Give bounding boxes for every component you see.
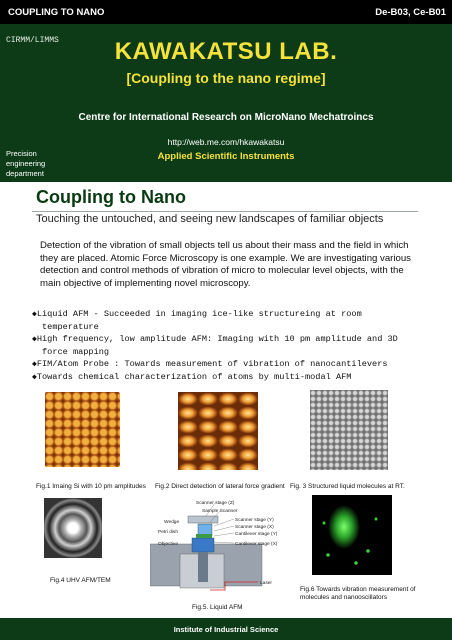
fig2-caption: Fig.2 Direct detection of lateral force gradient	[155, 483, 285, 490]
footer-bar	[0, 618, 452, 640]
dept-line: department	[6, 169, 44, 178]
label-petri-dish: Petri dish	[158, 530, 178, 535]
label-wedge: Wedge	[164, 520, 180, 525]
section-tagline: Touching the untouched, and seeing new landscapes of familiar objects	[36, 213, 384, 225]
label-objective: Objective	[158, 542, 178, 547]
fig6-fluorescence-image	[312, 495, 392, 575]
lab-url-link[interactable]: http://web.me.com/hkawakatsu	[167, 137, 285, 147]
fig6-caption: Fig.6 Towards vibration measurement of molecules and nanooscillators	[300, 586, 416, 601]
bullet-item: ◆ Towards chemical characterization of atoms by multi-modal AFM	[32, 371, 422, 384]
label-sample-scanner: Sample Scanner	[202, 509, 238, 514]
section-divider	[32, 211, 418, 212]
centre-name: Centre for International Research on MicroNano Mechatroincs	[78, 112, 374, 123]
bullet-item: ◆ Liquid AFM - Succeeded in imaging ice-like structureing at room temperature	[32, 308, 422, 333]
label-scanner-y: Scanner stage (Y)	[235, 518, 274, 523]
fig5-caption: Fig.5. Liquid AFM	[192, 604, 243, 611]
asi-label: Applied Scientific Instruments	[157, 151, 295, 162]
dept-line: Precision	[6, 149, 37, 158]
lab-title: KAWAKATSU LAB.	[114, 38, 338, 65]
dept-line: engineering	[6, 159, 46, 168]
top-bar	[0, 0, 452, 24]
fig5-liquid-afm-diagram	[150, 498, 290, 600]
fig1-caption: Fig.1 Imaing Si with 10 pm amplitudes	[36, 483, 146, 490]
intro-paragraph: Detection of the vibration of small objects tell us about their mass and the field in which they are placed. Atomic Force Microscopy is one example. We are investigating various detection and control methods of vibration of micro to molecular level objects, with the main objective of implementing novel microscopy.	[40, 240, 411, 289]
label-cantilever-y: Cantilever stage (Y)	[235, 532, 278, 537]
bullet-item: ◆ FIM/Atom Probe : Towards measurement of vibration of nanocantilevers	[32, 358, 422, 371]
fig2-lateral-force-image	[178, 392, 258, 470]
institute-name: Institute of Industrial Science	[173, 624, 279, 634]
bullet-item: ◆ High frequency, low amplitude AFM: Imaging with 10 pm amplitude and 3D force mapping	[32, 333, 422, 358]
label-scanner-x: Scanner stage (X)	[235, 525, 274, 530]
fig3-liquid-molecules-image	[310, 390, 388, 470]
section-title: Coupling to Nano	[36, 187, 186, 207]
fig3-caption: Fig. 3 Structured liquid molecules at RT.	[290, 483, 405, 490]
fig4-uhv-afm-tem-photo	[44, 498, 102, 558]
label-scanner-z: Scanner stage (Z)	[196, 501, 235, 506]
fig4-caption: Fig.4 UHV AFM/TEM	[50, 577, 111, 584]
lab-code: CIRMM/LIMMS	[6, 36, 59, 45]
header-banner	[0, 24, 452, 182]
research-bullet-list	[32, 308, 422, 384]
top-bar-title: COUPLING TO NANO	[8, 6, 105, 18]
lab-subtitle: [Coupling to the nano regime]	[126, 70, 326, 86]
top-bar-code: De-B03, Ce-B01	[375, 6, 446, 18]
label-laser: Laser	[260, 581, 272, 586]
fig1-si-afm-image	[45, 392, 120, 467]
label-cantilever-x: Cantilever stage (X)	[235, 542, 278, 547]
